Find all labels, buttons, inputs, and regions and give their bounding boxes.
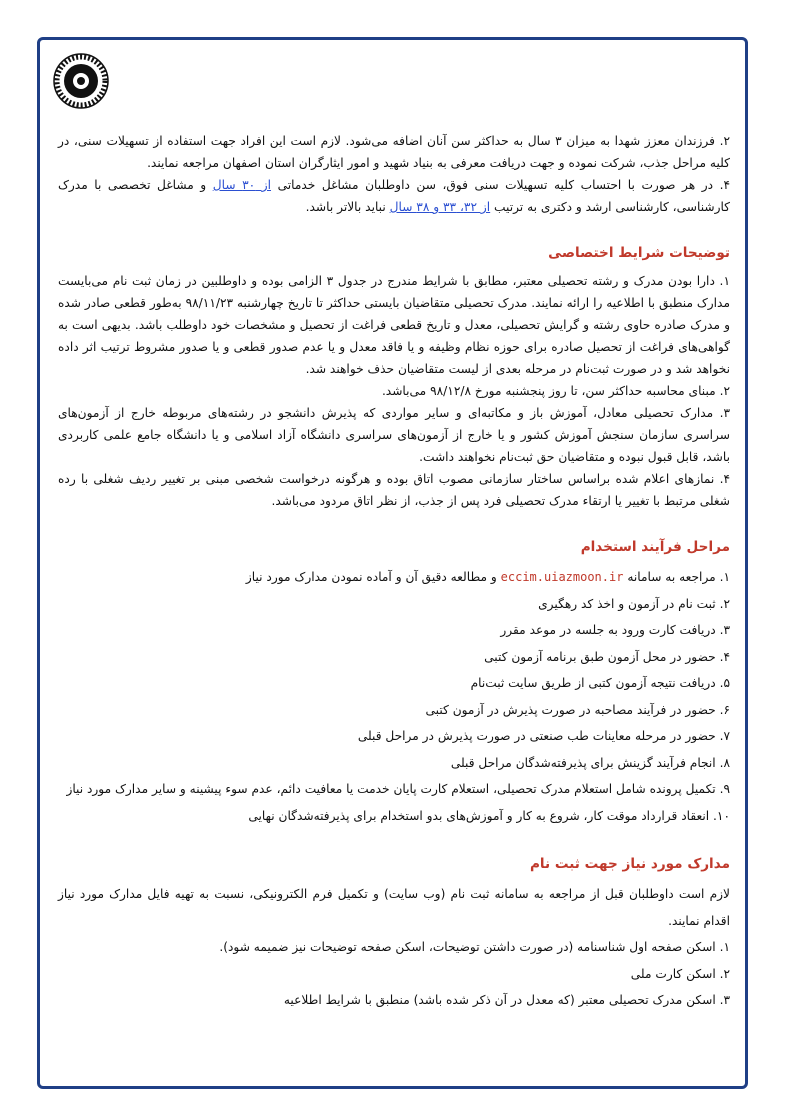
- age-limits-text-b: و مشاغل تخصصی با مدرک کارشناسی، کارشناسی ارشد و دکتری به ترتیب: [58, 178, 730, 214]
- paragraph-age-limits: [58, 174, 730, 218]
- special-condition-item: ۴. نمازهای اعلام شده براساس ساختار سازمانی مصوب اتاق بوده و هرگونه درخواست شخصی مبنی بر تغییر ردیف شغلی با رده شغلی مرتبط با تغییر یا ارتقاء مدرک تحصیلی فرد پس از جذب، از نظر اتاق مردود می‌باشد.: [58, 472, 730, 508]
- document-body: [58, 130, 730, 1014]
- age-limit-degree-link[interactable]: از ۳۲، ۳۳ و ۳۸ سال: [389, 200, 491, 214]
- special-condition-item: ۲. مبنای محاسبه حداکثر سن، تا روز پنجشنبه مورخ ۹۸/۱۲/۸ می‌باشد.: [381, 384, 730, 398]
- special-condition-item: ۱. دارا بودن مدرک و رشته تحصیلی معتبر، مطابق با شرایط مندرج در جدول ۳ الزامی بوده و داوطلبین در زمان ثبت نام می‌بایست مدارک منطبق با اطلاعیه را ارائه نمایند. مدرک تحصیلی متقاضیان بایستی حداکثر تا تاریخ چهارشنبه ۹۸/۱۱/۲۳ به‌طور قطعی صادر شده و مدرک صادره حاوی رشته و گرایش تحصیلی، معدل و تاریخ قطعی فراغت از تحصیل و مشخصات خود داوطلب باشد. بدیهی است به گواهی‌های فراغت از تحصیل صادره برای حوزه نظام وظیفه و یا فاقد معدل و یا عدم صدور قطعی و یا صدور مشروط ترتیب اثر داده نخواهد شد و در صورت ثبت‌نام در مرحله بعدی از لیست متقاضیان حذف خواهند شد.: [58, 274, 730, 376]
- required-documents-section: [58, 851, 730, 1014]
- age-limit-service-link[interactable]: از ۳۰ سال: [212, 178, 272, 192]
- age-limits-text-c: نباید بالاتر باشد.: [305, 200, 390, 214]
- paragraph-martyrs-children: ۲. فرزندان معزز شهدا به میزان ۳ سال به حداکثر سن آنان اضافه می‌شود. لازم است این افراد جهت استفاده از تسهیلات سنی، در کلیه مراحل جذب، شرکت نموده و جهت دریافت معرفی به بنیاد شهید و امور ایثارگران استان اصفهان مراجعه نمایند.: [58, 134, 730, 170]
- process-step: ۹. تکمیل پرونده شامل استعلام مدرک تحصیلی، استعلام کارت پایان خدمت یا معافیت دائم، عدم سوء پیشینه و سایر مدارک مورد نیاز: [66, 782, 730, 796]
- chamber-of-commerce-emblem-icon: [52, 52, 110, 110]
- process-step-1-text-a: ۱. مراجعه به سامانه: [623, 570, 730, 584]
- process-step-1-text-b: و مطالعه دقیق آن و آماده نمودن مدارک مورد نیاز: [245, 570, 501, 584]
- process-step: ۷. حضور در مرحله معاینات طب صنعتی در صورت پذیرش در مراحل قبلی: [357, 729, 730, 743]
- process-step: ۲. ثبت نام در آزمون و اخذ کد رهگیری: [538, 596, 730, 611]
- process-step: ۱۰. انعقاد قرارداد موقت کار، شروع به کار و آموزش‌های بدو استخدام برای پذیرفته‌شدگان نهایی: [248, 808, 730, 823]
- hiring-process-heading: مراحل فرآیند استخدام: [580, 539, 730, 555]
- special-conditions-section: [58, 240, 730, 512]
- registration-site-link[interactable]: eccim.uiazmoon.ir: [500, 570, 624, 584]
- age-limits-text-a: ۴. در هر صورت با احتساب کلیه تسهیلات سنی فوق، سن داوطلبان مشاغل خدماتی: [271, 178, 730, 192]
- process-step: ۵. دریافت نتیجه آزمون کتبی از طریق سایت ثبت‌نام: [470, 676, 730, 690]
- special-condition-item: ۳. مدارک تحصیلی معادل، آموزش باز و مکاتبه‌ای و سایر مواردی که پذیرش دانشجو در رشته‌های مربوطه خارج از آزمون‌های سراسری سازمان سنجش آموزش کشور و یا خارج از آزمون‌های سراسری دانشگاه آزاد اسلامی و یا دانشگاه جامع علمی کاربردی باشد، قابل قبول نبوده و متقاضیان حق ثبت‌نام نخواهند داشت.: [58, 406, 730, 464]
- process-step: ۴. حضور در محل آزمون طبق برنامه آزمون کتبی: [484, 649, 730, 664]
- required-document-item: ۱. اسکن صفحه اول شناسنامه (در صورت داشتن توضیحات، اسکن صفحه توضیحات نیز ضمیمه شود).: [219, 940, 730, 954]
- process-step: [58, 564, 730, 591]
- hiring-process-section: [58, 534, 730, 829]
- required-document-item: ۳. اسکن مدرک تحصیلی معتبر (که معدل در آن ذکر شده باشد) منطبق با شرایط اطلاعیه: [283, 993, 730, 1007]
- process-step: ۶. حضور در فرآیند مصاحبه در صورت پذیرش در آزمون کتبی: [425, 702, 730, 717]
- special-conditions-heading: توضیحات شرایط اختصاصی: [548, 245, 730, 261]
- required-document-item: ۲. اسکن کارت ملی: [630, 966, 730, 981]
- process-step: ۳. دریافت کارت ورود به جلسه در موعد مقرر: [500, 623, 730, 637]
- required-documents-heading: مدارک مورد نیاز جهت ثبت نام: [529, 856, 730, 872]
- required-documents-intro: لازم است داوطلبان قبل از مراجعه به سامانه ثبت نام (وب سایت) و تکمیل فرم الکترونیکی، نسبت به تهیه فایل مدارک مورد نیاز اقدام نمایند.: [58, 887, 730, 928]
- process-step: ۸. انجام فرآیند گزینش برای پذیرفته‌شدگان مراحل قبلی: [450, 755, 730, 770]
- age-facilities-section: [58, 130, 730, 218]
